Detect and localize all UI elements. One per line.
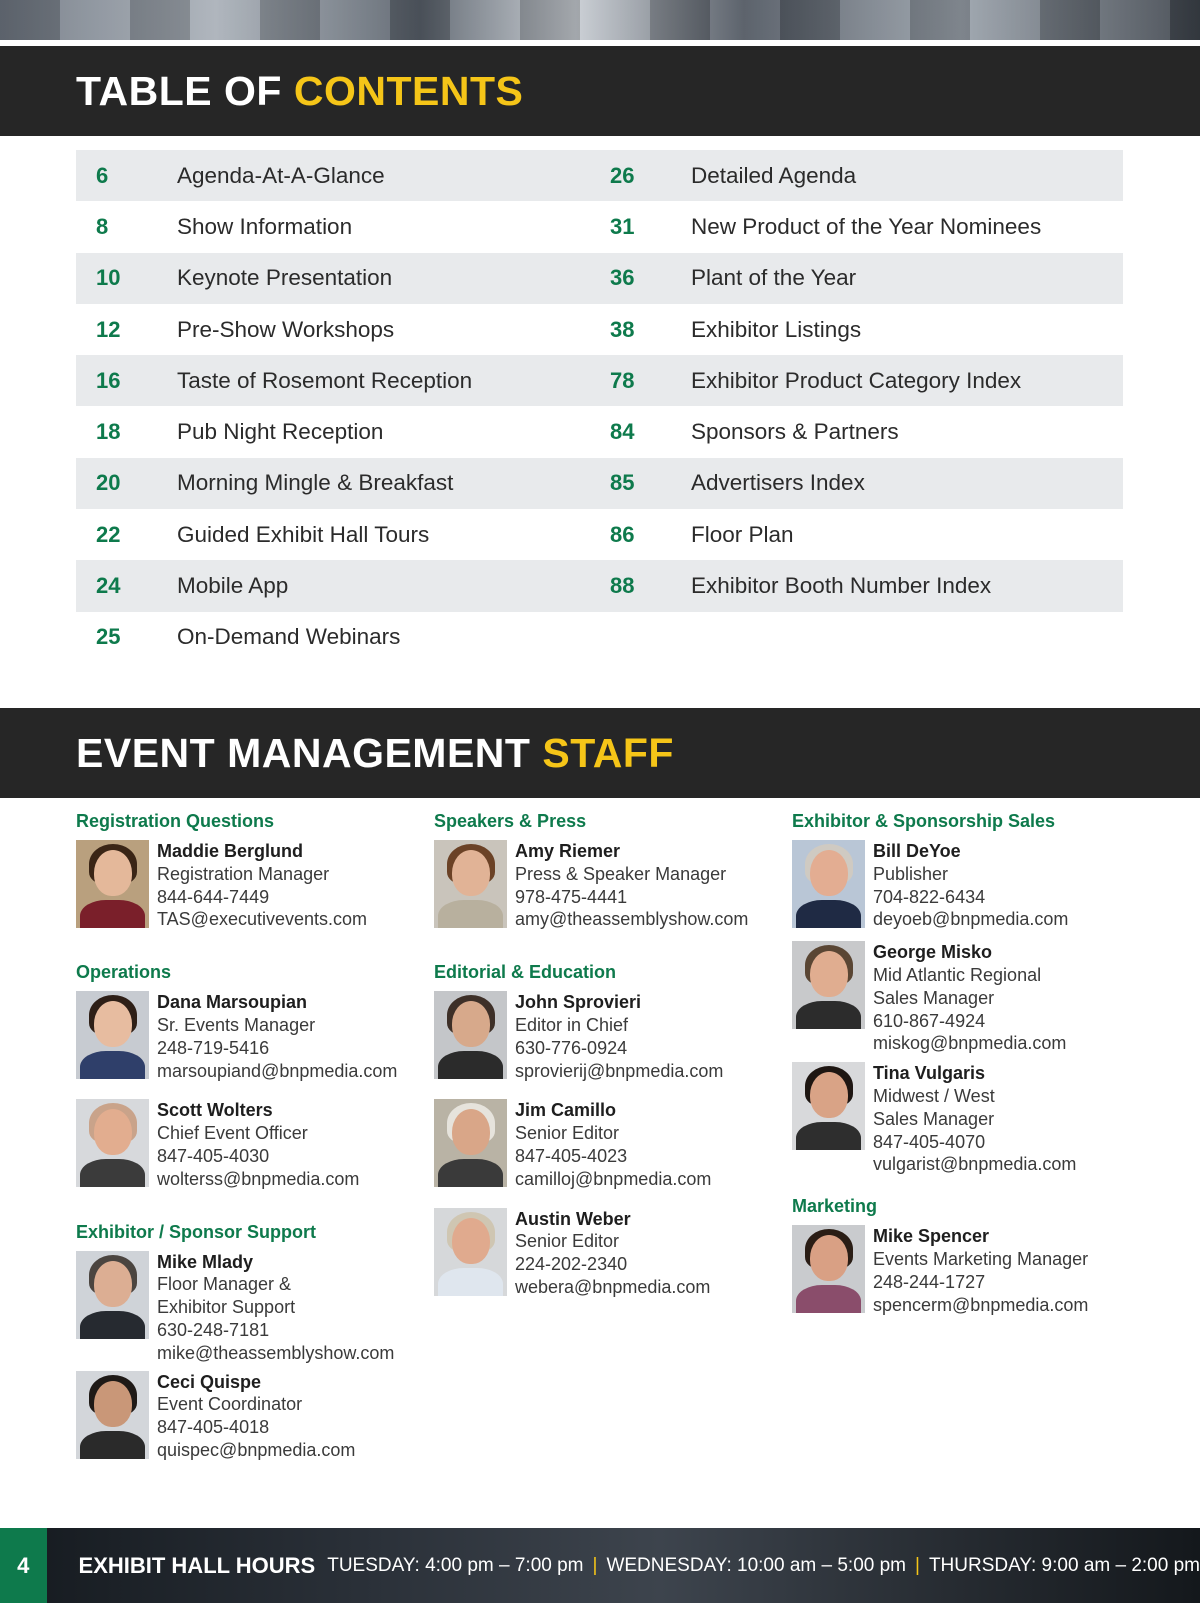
staff-title: Floor Manager &: [157, 1274, 292, 1295]
toc-entry[interactable]: [76, 624, 590, 650]
staff-title: Event Coordinator: [157, 1394, 303, 1415]
category-editorial: Editorial & Education: [434, 962, 617, 983]
staff-column-1: [76, 808, 426, 1462]
portrait-photo: [434, 1208, 507, 1296]
portrait-photo: [76, 1251, 149, 1339]
staff-email[interactable]: quispec@bnpmedia.com: [157, 1439, 356, 1460]
staff-email[interactable]: vulgarist@bnpmedia.com: [873, 1154, 1077, 1175]
toc-entry[interactable]: [76, 317, 590, 343]
staff-heading-bar: [0, 708, 1200, 798]
staff-email[interactable]: TAS@executivevents.com: [157, 909, 368, 930]
hours-separator: |: [592, 1554, 598, 1576]
staff-name: Jim Camillo: [515, 1100, 617, 1121]
toc-entry[interactable]: [76, 265, 590, 291]
staff-email[interactable]: sprovierij@bnpmedia.com: [515, 1060, 724, 1081]
staff-card: [76, 840, 426, 931]
staff-card: [76, 1371, 426, 1462]
page-number: 4: [0, 1528, 47, 1603]
toc-entry[interactable]: [590, 522, 1104, 548]
staff-email[interactable]: amy@theassemblyshow.com: [515, 909, 749, 930]
staff-name: Amy Riemer: [515, 841, 621, 861]
staff-phone[interactable]: 847-405-4070: [873, 1131, 986, 1152]
footer-bar: [0, 1528, 1200, 1603]
toc-entry-title: Pre-Show Workshops: [177, 316, 395, 342]
toc-entry-title: Sponsors & Partners: [691, 419, 899, 445]
toc-entry-title: Detailed Agenda: [691, 162, 857, 188]
staff-card: [792, 1062, 1142, 1176]
toc-entry[interactable]: [76, 419, 590, 445]
toc-entry-title: Advertisers Index: [691, 470, 865, 496]
staff-heading: [76, 730, 674, 777]
toc-entry[interactable]: [590, 317, 1104, 343]
portrait-photo: [76, 1371, 149, 1459]
toc-entry-title: Guided Exhibit Hall Tours: [177, 521, 430, 547]
staff-phone[interactable]: 610-867-4924: [873, 1010, 986, 1031]
staff-title: Editor in Chief: [515, 1014, 629, 1035]
staff-email[interactable]: miskog@bnpmedia.com: [873, 1033, 1067, 1054]
toc-entry-title: New Product of the Year Nominees: [691, 213, 1042, 239]
portrait-photo: [434, 1099, 507, 1187]
staff-card: [76, 1251, 426, 1365]
staff-name: Ceci Quispe: [157, 1371, 262, 1392]
toc-page-number: 38: [610, 316, 635, 342]
toc-entry[interactable]: [76, 522, 590, 548]
toc-page-number: 22: [96, 521, 121, 547]
staff-name: Austin Weber: [515, 1208, 631, 1229]
staff-card: [434, 1208, 784, 1299]
staff-phone[interactable]: 224-202-2340: [515, 1254, 628, 1275]
staff-title: Registration Manager: [157, 863, 330, 884]
staff-title: Midwest / West: [873, 1085, 995, 1106]
toc-row: [76, 560, 1123, 611]
staff-email[interactable]: camilloj@bnpmedia.com: [515, 1168, 712, 1189]
staff-card: [792, 1225, 1142, 1316]
toc-heading-main: TABLE OF: [76, 67, 282, 114]
portrait-photo: [792, 840, 865, 928]
toc-entry[interactable]: [590, 163, 1104, 189]
toc-page-number: 10: [96, 265, 121, 291]
toc-page-number: 20: [96, 470, 121, 496]
toc-page-number: 26: [610, 162, 635, 188]
category-speakers-press: Speakers & Press: [434, 811, 587, 831]
staff-card: [792, 941, 1142, 1055]
portrait-photo: [434, 991, 507, 1079]
portrait-photo: [792, 941, 865, 1029]
toc-entry-title: Exhibitor Product Category Index: [691, 367, 1022, 393]
staff-email[interactable]: mike@theassemblyshow.com: [157, 1342, 395, 1363]
staff-name: Tina Vulgaris: [873, 1063, 986, 1084]
toc-table: [76, 150, 1123, 663]
toc-row: [76, 253, 1123, 304]
hours-thursday: THURSDAY: 9:00 am – 2:00 pm: [928, 1554, 1200, 1576]
staff-phone[interactable]: 630-776-0924: [515, 1037, 628, 1058]
toc-heading-bar: [0, 46, 1200, 136]
exhibit-hall-hours: [47, 1553, 1200, 1579]
staff-email[interactable]: marsoupiand@bnpmedia.com: [157, 1060, 398, 1081]
staff-name: George Misko: [873, 942, 993, 963]
category-marketing: Marketing: [792, 1196, 878, 1217]
toc-row: [76, 406, 1123, 457]
toc-row: [76, 201, 1123, 252]
toc-entry[interactable]: [590, 368, 1104, 394]
portrait-photo: [792, 1062, 865, 1150]
toc-page-number: 12: [96, 316, 121, 342]
toc-row: [76, 458, 1123, 509]
staff-name: Maddie Berglund: [157, 841, 304, 861]
toc-entry-title: Plant of the Year: [691, 265, 857, 291]
staff-phone[interactable]: 630-248-7181: [157, 1319, 270, 1340]
toc-row: [76, 509, 1123, 560]
toc-entry[interactable]: [76, 470, 590, 496]
staff-phone[interactable]: 978-475-4441: [515, 886, 628, 907]
hours-label: EXHIBIT HALL HOURS: [78, 1552, 316, 1578]
hours-separator: |: [915, 1554, 920, 1576]
staff-email[interactable]: spencerm@bnpmedia.com: [873, 1294, 1089, 1315]
toc-entry[interactable]: [76, 573, 590, 599]
toc-page-number: 16: [96, 367, 121, 393]
category-sales: Exhibitor & Sponsorship Sales: [792, 811, 1056, 831]
toc-page-number: 25: [96, 624, 121, 650]
staff-phone[interactable]: 248-244-1727: [873, 1271, 986, 1292]
toc-row: [76, 612, 1123, 663]
toc-entry[interactable]: [590, 470, 1104, 496]
staff-title: Senior Editor: [515, 1123, 620, 1144]
staff-heading-main: EVENT MANAGEMENT: [76, 729, 531, 776]
staff-phone[interactable]: 704-822-6434: [873, 886, 986, 907]
portrait-photo: [434, 840, 507, 928]
hours-wednesday: WEDNESDAY: 10:00 am – 5:00 pm: [606, 1554, 907, 1576]
staff-phone[interactable]: 847-405-4030: [157, 1145, 270, 1166]
staff-email[interactable]: webera@bnpmedia.com: [515, 1276, 711, 1297]
staff-heading-accent: STAFF: [542, 729, 674, 776]
toc-entry[interactable]: [590, 214, 1104, 240]
staff-title: Events Marketing Manager: [873, 1248, 1089, 1269]
staff-phone[interactable]: 844-644-7449: [157, 886, 270, 907]
category-operations: Operations: [76, 962, 172, 983]
toc-entry[interactable]: [76, 368, 590, 394]
toc-row: [76, 304, 1123, 355]
toc-page-number: 36: [610, 265, 635, 291]
staff-title: Sales Manager: [873, 987, 995, 1008]
toc-entry[interactable]: [590, 265, 1104, 291]
category-registration: Registration Questions: [76, 811, 275, 831]
toc-entry-title: Keynote Presentation: [177, 265, 393, 291]
toc-entry-title: Exhibitor Booth Number Index: [691, 573, 992, 599]
portrait-photo: [792, 1225, 865, 1313]
hours-tuesday: TUESDAY: 4:00 pm – 7:00 pm: [327, 1554, 584, 1576]
toc-page-number: 18: [96, 419, 121, 445]
toc-entry[interactable]: [590, 419, 1104, 445]
toc-page-number: 84: [610, 419, 635, 445]
staff-name: Mike Mlady: [157, 1251, 254, 1272]
staff-title: Chief Event Officer: [157, 1123, 308, 1144]
toc-entry-title: Mobile App: [177, 573, 289, 599]
toc-heading: [76, 68, 523, 115]
staff-title: Senior Editor: [515, 1231, 620, 1252]
staff-name: Bill DeYoe: [873, 841, 961, 861]
toc-page-number: 88: [610, 573, 635, 599]
staff-title: Publisher: [873, 863, 949, 884]
toc-entry[interactable]: [76, 214, 590, 240]
toc-page-number: 86: [610, 521, 635, 547]
toc-heading-accent: CONTENTS: [293, 67, 524, 114]
toc-entry[interactable]: [590, 573, 1104, 599]
staff-card: [792, 840, 1142, 931]
toc-page-number: 85: [610, 470, 635, 496]
toc-entry-title: Pub Night Reception: [177, 419, 384, 445]
toc-entry-title: Taste of Rosemont Reception: [177, 367, 473, 393]
staff-title: Mid Atlantic Regional: [873, 964, 1042, 985]
portrait-photo: [76, 991, 149, 1079]
staff-title: Sales Manager: [873, 1108, 995, 1129]
staff-phone[interactable]: 847-405-4023: [515, 1145, 628, 1166]
staff-phone[interactable]: 847-405-4018: [157, 1417, 270, 1438]
portrait-photo: [76, 840, 149, 928]
toc-page-number: 31: [610, 213, 635, 239]
toc-page-number: 24: [96, 573, 121, 599]
staff-email[interactable]: deyoeb@bnpmedia.com: [873, 909, 1069, 930]
portrait-photo: [76, 1099, 149, 1187]
category-exhibitor-support: Exhibitor / Sponsor Support: [76, 1221, 316, 1242]
toc-entry-title: Floor Plan: [691, 521, 794, 547]
staff-card: [434, 840, 784, 931]
staff-email[interactable]: wolterss@bnpmedia.com: [157, 1168, 360, 1189]
staff-name: Scott Wolters: [157, 1100, 273, 1121]
header-photo-strip: [0, 0, 1200, 40]
toc-entry-title: Exhibitor Listings: [691, 316, 862, 342]
toc-entry-title: Agenda-At-A-Glance: [177, 162, 385, 188]
staff-column-3: [792, 808, 1142, 1316]
toc-row: [76, 355, 1123, 406]
toc-page-number: 6: [96, 162, 109, 188]
staff-name: Dana Marsoupian: [157, 992, 308, 1013]
toc-page-number: 78: [610, 367, 635, 393]
toc-entry-title: Show Information: [177, 213, 353, 239]
toc-row: [76, 150, 1123, 201]
staff-card: [434, 991, 784, 1082]
staff-column-2: [434, 808, 784, 1299]
toc-entry[interactable]: [76, 163, 590, 189]
staff-title: Sr. Events Manager: [157, 1014, 316, 1035]
staff-card: [76, 1099, 426, 1190]
staff-card: [76, 991, 426, 1082]
toc-page-number: 8: [96, 213, 109, 239]
staff-name: Mike Spencer: [873, 1226, 990, 1247]
toc-entry-title: Morning Mingle & Breakfast: [177, 470, 454, 496]
toc-entry-title: On-Demand Webinars: [177, 624, 401, 650]
staff-phone[interactable]: 248-719-5416: [157, 1037, 270, 1058]
staff-title: Press & Speaker Manager: [515, 863, 727, 884]
staff-card: [434, 1099, 784, 1190]
staff-title: Exhibitor Support: [157, 1297, 296, 1318]
staff-name: John Sprovieri: [515, 992, 642, 1013]
